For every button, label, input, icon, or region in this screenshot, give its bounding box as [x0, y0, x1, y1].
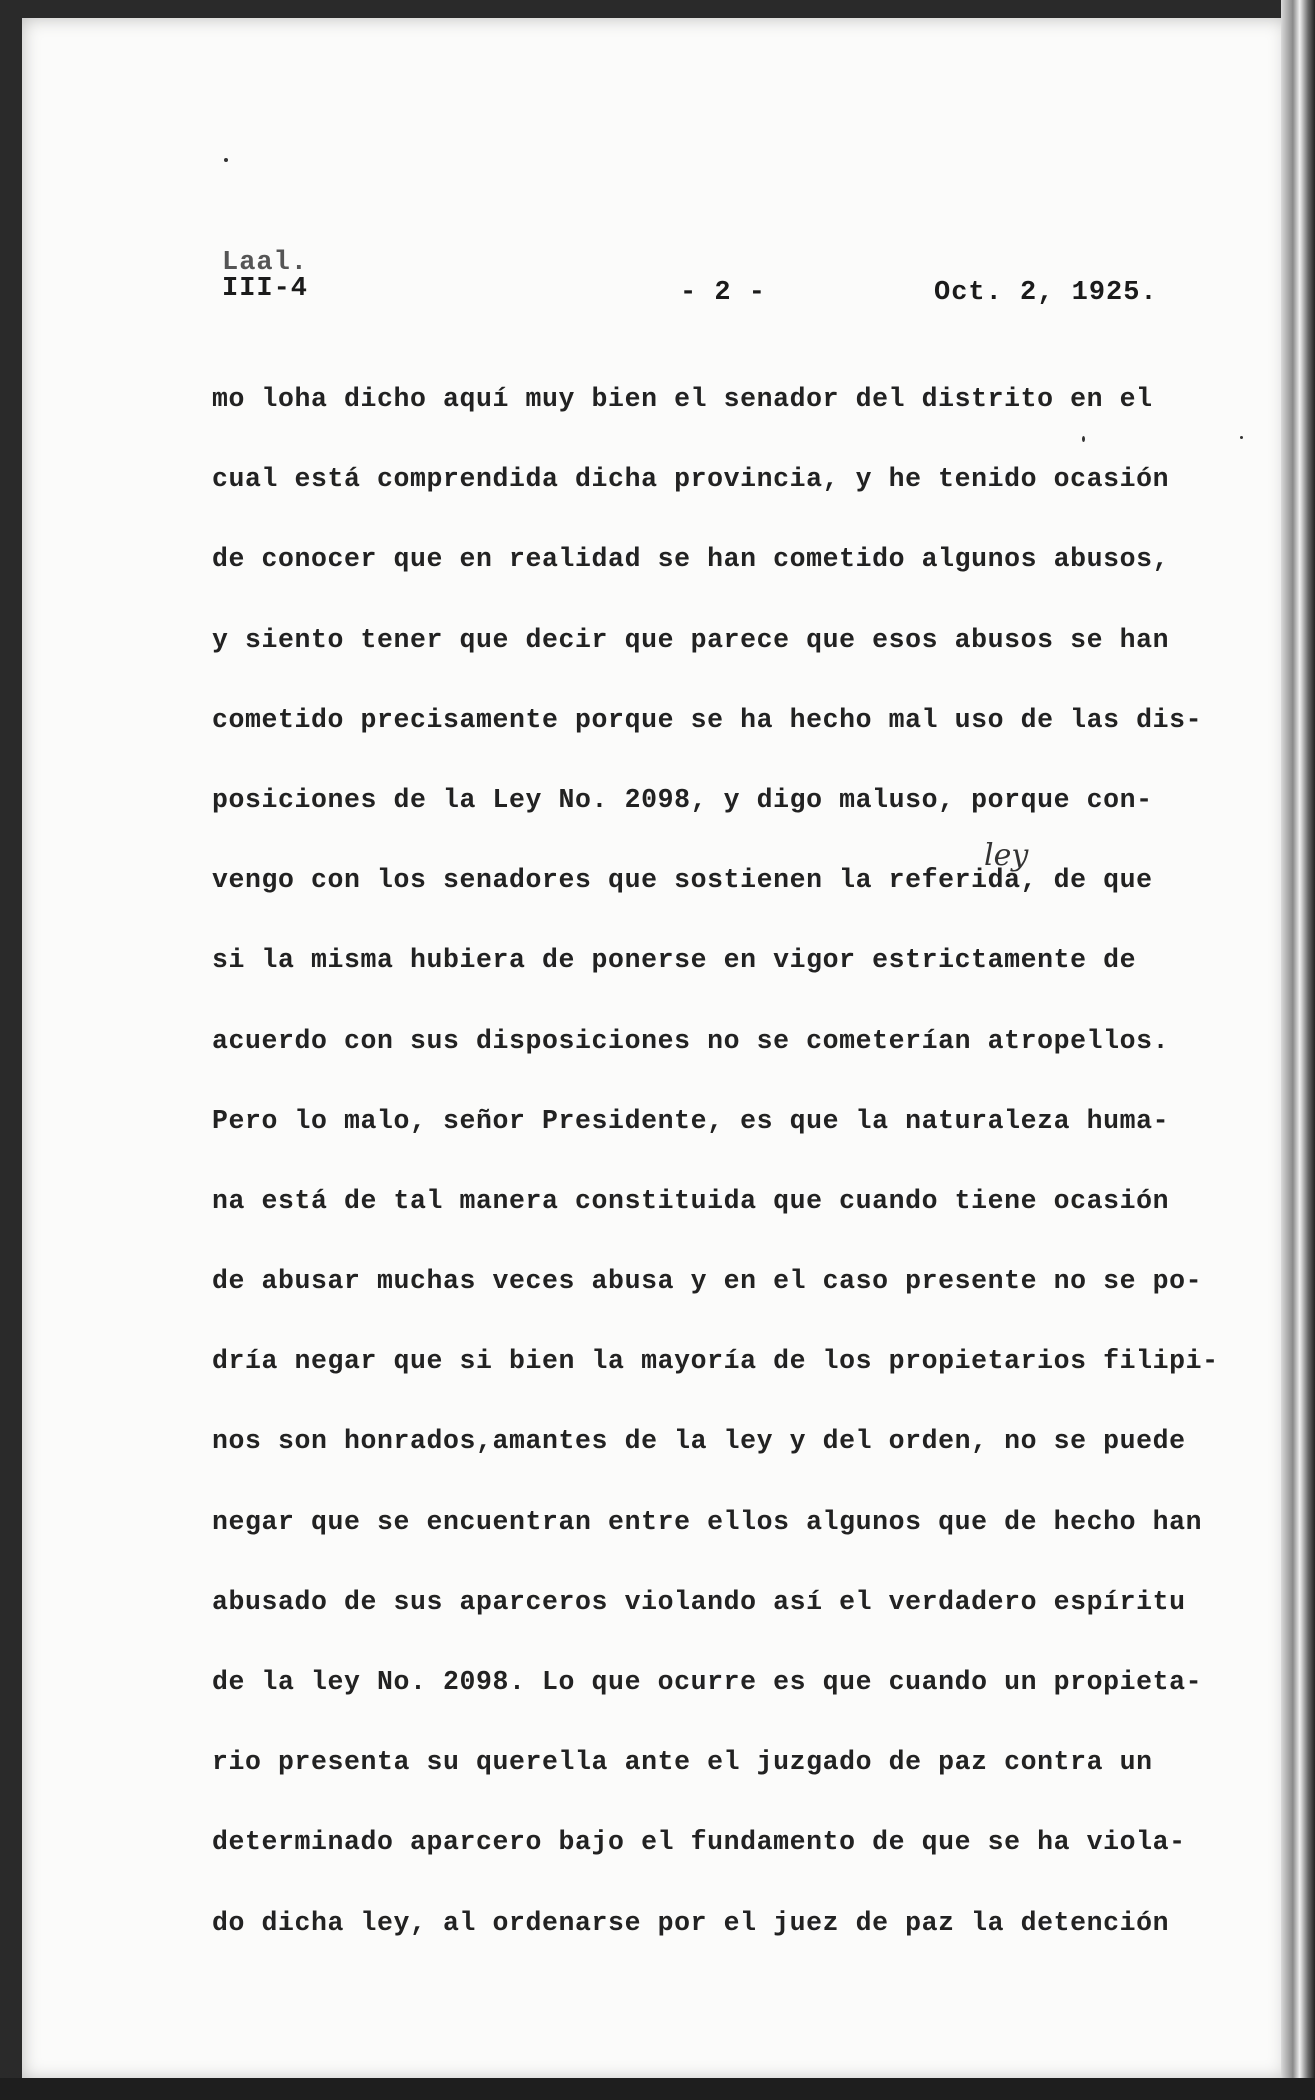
text-line: Pero lo malo, señor Presidente, es que la naturaleza huma-: [212, 1105, 1170, 1136]
text-line: na está de tal manera constituida que cuando tiene ocasión: [212, 1185, 1170, 1216]
text-line: y siento tener que decir que parece que esos abusos se han: [212, 624, 1170, 655]
body-text: [212, 382, 1219, 1986]
ink-speck: [224, 158, 228, 162]
text-line: cual está comprendida dicha provincia, y he tenido ocasión: [212, 464, 1170, 495]
text-line: dría negar que si bien la mayoría de los propietarios filipi-: [212, 1346, 1219, 1377]
reference-line-1: Laal.: [222, 248, 309, 278]
text-line: mo loha dicho aquí muy bien el senador del distrito en el: [212, 384, 1153, 414]
text-line: de conocer que en realidad se han cometido algunos abusos,: [212, 544, 1170, 575]
scan-bottom-border: [0, 2078, 1315, 2100]
text-line: de la ley No. 2098. Lo que ocurre es que cuando un propieta-: [212, 1667, 1203, 1697]
text-line: do dicha ley, al ordenarse por el juez de paz la detención: [212, 1907, 1170, 1938]
text-line: negar que se encuentran entre ellos algunos que de hecho han: [212, 1506, 1203, 1537]
reference-line-2: III-4: [222, 274, 309, 304]
text-line: de abusar muchas veces abusa y en el caso presente no se po-: [212, 1266, 1203, 1297]
text-line: nos son honrados,amantes de la ley y del orden, no se puede: [212, 1426, 1186, 1457]
document-date: Oct. 2, 1925.: [934, 278, 1158, 308]
page-binding-edge: [1281, 0, 1315, 2100]
text-line: abusado de sus aparceros violando así el verdadero espíritu: [212, 1586, 1186, 1617]
handwritten-annotation: ley: [984, 838, 1029, 873]
text-line: rio presenta su querella ante el juzgado de paz contra un: [212, 1747, 1153, 1778]
page-number: - 2 -: [680, 278, 767, 308]
ink-speck: [1240, 436, 1243, 439]
text-line: si la misma hubiera de ponerse en vigor estrictamente de: [212, 945, 1137, 976]
text-line: acuerdo con sus disposiciones no se cometerían atropellos.: [212, 1025, 1170, 1056]
text-line: determinado aparcero bajo el fundamento de que se ha viola-: [212, 1827, 1186, 1858]
text-line: posiciones de la Ley No. 2098, y digo maluso, porque con-: [212, 784, 1153, 815]
text-line: vengo con los senadores que sostienen la referida, de que: [212, 865, 1153, 896]
text-line: cometido precisamente porque se ha hecho mal uso de las dis-: [212, 704, 1203, 735]
